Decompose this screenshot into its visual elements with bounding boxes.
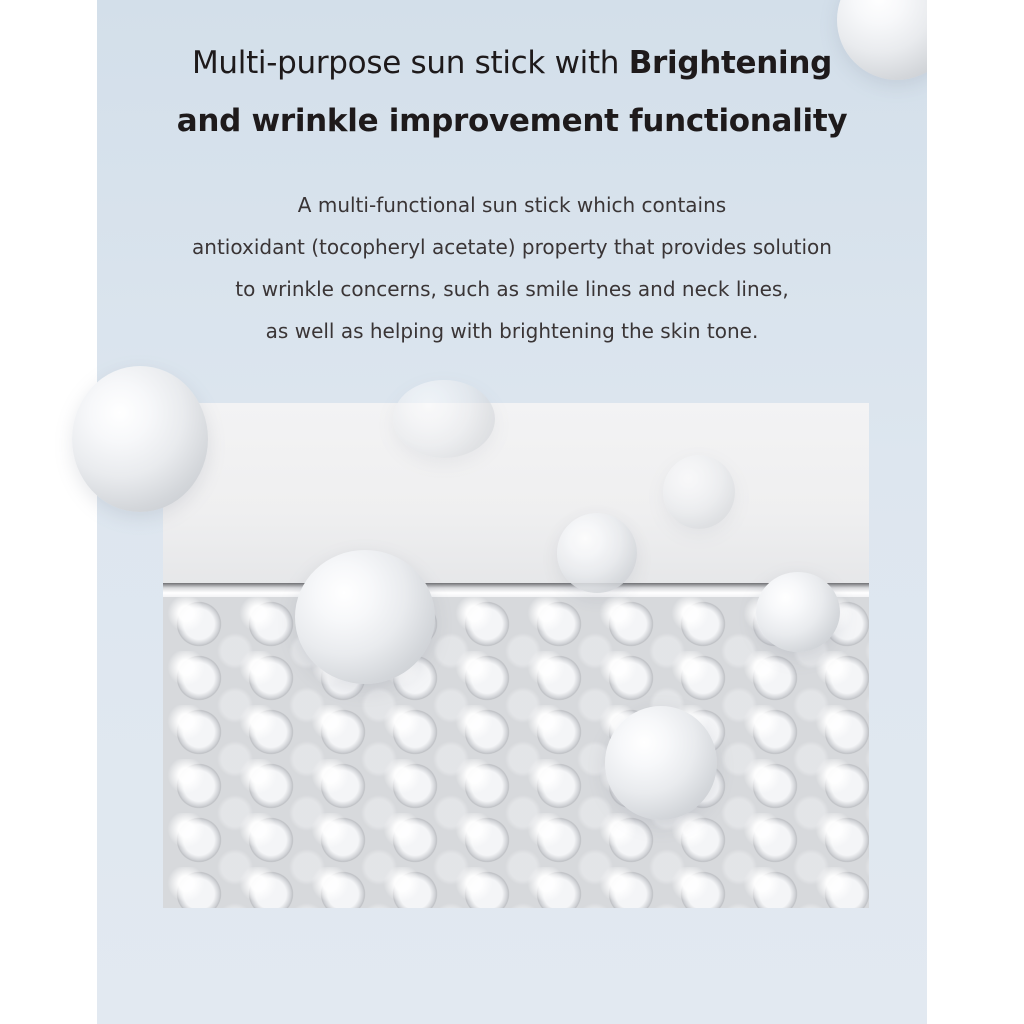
headline-bold-second: and wrinkle improvement functionality <box>176 103 848 139</box>
decorative-pearl-faint-right <box>663 455 735 529</box>
decorative-pearl-faint-top <box>393 380 495 458</box>
texture-surface <box>163 403 869 585</box>
decorative-pearl-small <box>557 513 637 593</box>
description <box>97 184 927 352</box>
headline <box>97 34 927 150</box>
description-line: antioxidant (tocopheryl acetate) property that provides solution <box>192 235 832 259</box>
description-line: as well as helping with brightening the skin tone. <box>265 319 759 343</box>
decorative-pearl-left <box>72 366 208 512</box>
description-line: to wrinkle concerns, such as smile lines and neck lines, <box>235 277 789 301</box>
headline-regular: Multi-purpose sun stick with <box>191 45 629 81</box>
decorative-pearl-right <box>756 572 840 652</box>
texture-image <box>163 403 869 908</box>
decorative-pearl-large <box>295 550 435 684</box>
headline-bold-first: Brightening <box>628 45 833 81</box>
description-line: A multi-functional sun stick which contains <box>297 193 727 217</box>
bead-pattern-offset <box>199 624 869 908</box>
decorative-pearl-center <box>605 706 717 820</box>
